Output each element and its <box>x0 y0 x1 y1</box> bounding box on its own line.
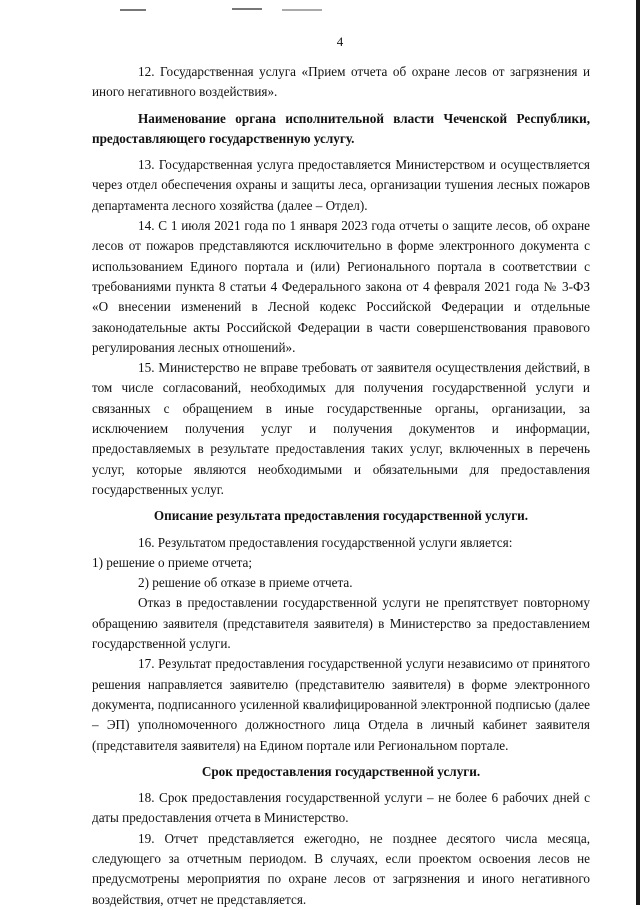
document-body <box>92 62 590 910</box>
section-heading-authority: Наименование органа исполнительной власти Чеченской Республики, предоставляющего государственную услугу. <box>92 110 590 146</box>
section-heading-result: Описание результата предоставления государственной услуги. <box>153 508 529 524</box>
list-item-2: 2) решение об отказе в приеме отчета. <box>138 575 353 591</box>
paragraph-14: 14. С 1 июля 2021 года по 1 января 2023 года отчеты о защите лесов, об охране лесов от пожаров представляются исключительно в форме электронного документа с использованием Единого портала и (или) Регионального портала в соответствии с требованиями пункта 8 статьи 4 Федерального закона от 4 февраля 2021 года № 3-ФЗ «О внесении изменений в Лесной кодекс Российской Федерации и отдельные законодательные акты Российской Федерации в части совершенствования правового регулирования лесных отношений». <box>92 218 590 355</box>
paragraph-13: 13. Государственная услуга предоставляется Министерством и осуществляется через отдел обеспечения охраны и защиты леса, организации тушения лесных пожаров департамента лесного хозяйства (далее – Отдел). <box>92 157 590 213</box>
paragraph-19: 19. Отчет представляется ежегодно, не позднее десятого числа месяца, следующего за отчетным периодом. В случаях, если проектом освоения лесов не предусмотрены мероприятия по охране лесов от загрязнения и иного негативного воздействия, отчет не представляется. <box>92 830 590 907</box>
section-heading-term: Срок предоставления государственной услуги. <box>201 763 481 779</box>
paragraph-16: 16. Результатом предоставления государственной услуги является: <box>138 534 513 550</box>
paragraph-18: 18. Срок предоставления государственной услуги – не более 6 рабочих дней с даты предоставления отчета в Министерство. <box>92 790 590 826</box>
scan-artifact <box>232 8 262 10</box>
scan-artifact <box>282 9 322 11</box>
page-number: 4 <box>336 34 344 49</box>
paragraph-12: 12. Государственная услуга «Прием отчета об охране лесов от загрязнения и иного негативного воздействия». <box>92 64 590 100</box>
list-item-1: 1) решение о приеме отчета; <box>92 554 253 570</box>
paragraph-17: 17. Результат предоставления государственной услуги независимо от принятого решения направляется заявителю (представителю заявителя) в форме электронного документа, подписанного усиленной квалифицированной электронной подписью (далее – ЭП) уполномоченного должностного лица Отдела в личный кабинет заявителя (представителя заявителя) на Едином портале или Региональном портале. <box>92 656 590 753</box>
paragraph-refusal: Отказ в предоставлении государственной услуги не препятствует повторному обращению заявителя (представителя заявителя) в Министерство за предоставлением государственной услуги. <box>92 595 590 652</box>
paragraph-15: 15. Министерство не вправе требовать от заявителя осуществления действий, в том числе согласований, необходимых для получения государственной услуги и связанных с обращением в иные государственные органы, организации, за исключением получения услуг и получения документов и информации, предоставляемых в результате предоставления таких услуг, включенных в перечень услуг, которые являются необходимыми и обязательными для предоставления государственных услуг. <box>92 360 590 497</box>
scan-edge <box>636 0 640 905</box>
scan-artifact <box>120 9 146 11</box>
